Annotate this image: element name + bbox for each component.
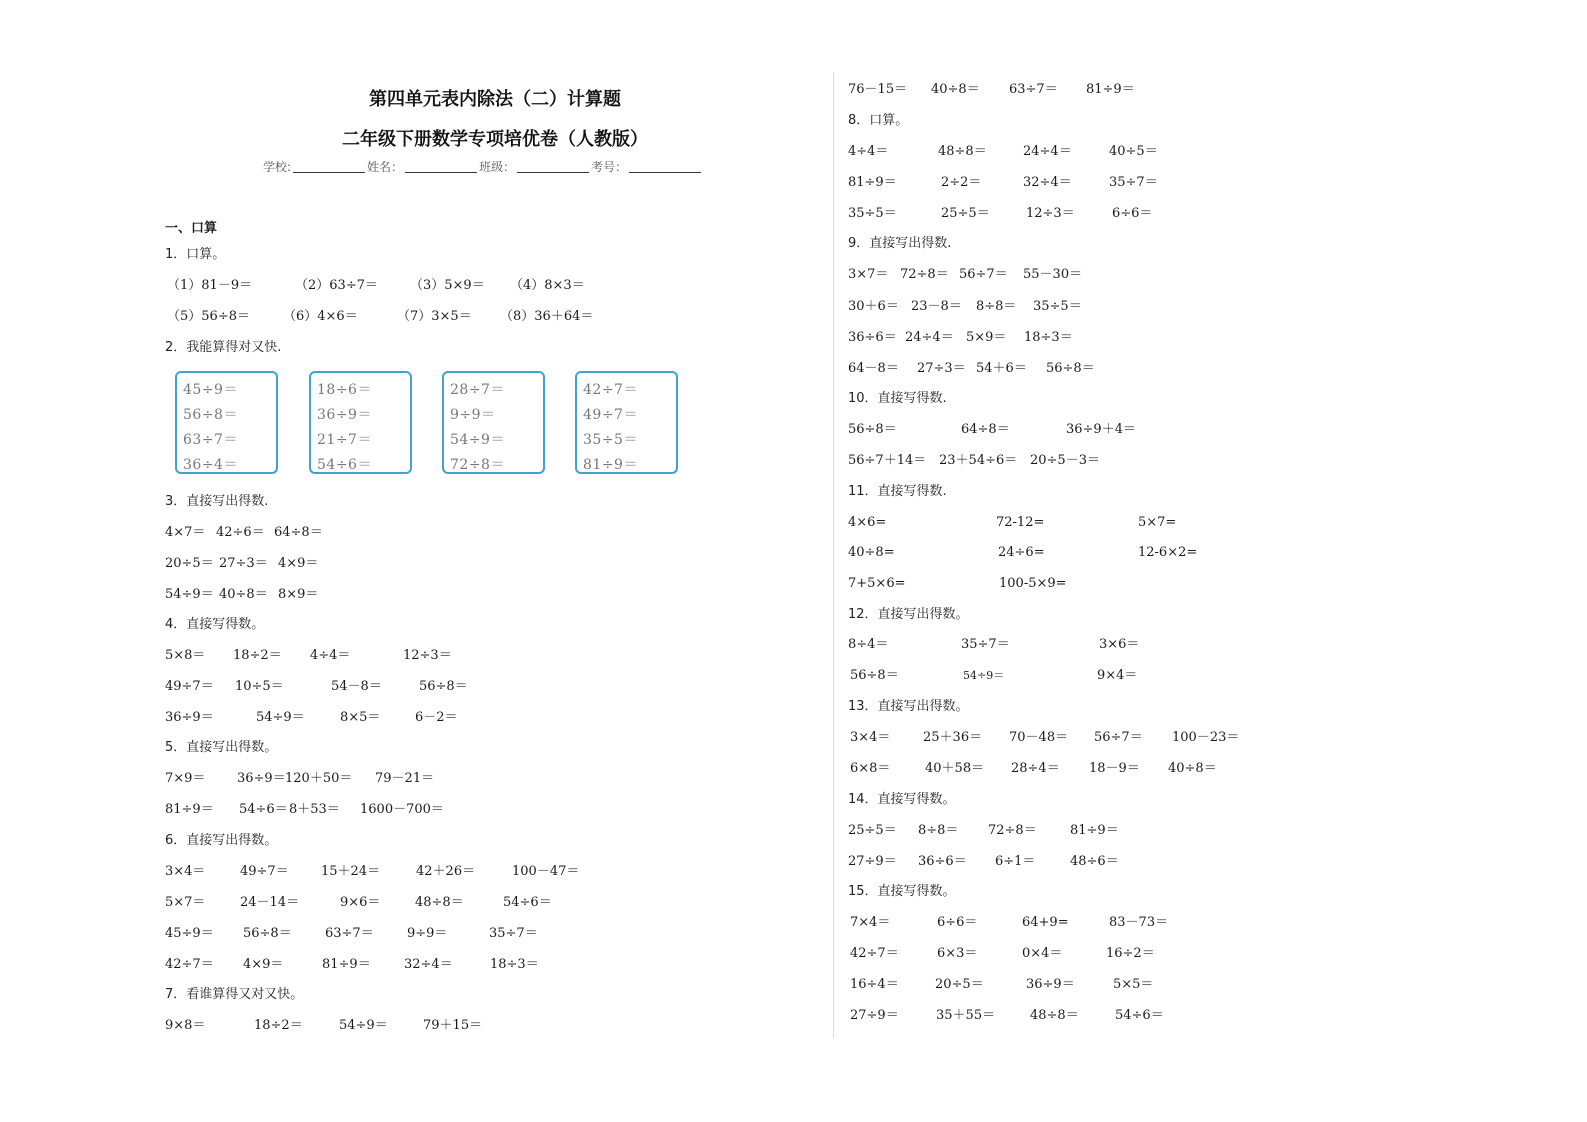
question-11-title: 11．直接写得数. <box>848 484 947 499</box>
problem: 72÷8＝ <box>900 267 949 282</box>
problem: 20÷5－3＝ <box>1030 453 1100 468</box>
problem: 5×7＝ <box>165 895 206 910</box>
problem: 36÷6＝ <box>918 854 967 869</box>
problem: 54÷9＝ <box>165 587 214 602</box>
problem: 18－9＝ <box>1089 761 1140 776</box>
problem: 20÷5＝ <box>935 977 984 992</box>
problem: 81÷9＝ <box>1070 823 1119 838</box>
problem: 54÷9＝ <box>963 669 1005 682</box>
problem: 7×4＝ <box>850 915 891 930</box>
question-8-title: 8．口算。 <box>848 113 909 128</box>
problem: 30＋6＝ <box>848 299 899 314</box>
problem: 54＋6＝ <box>976 361 1027 376</box>
problem: 2÷2＝ <box>941 175 982 190</box>
problem: 48÷8＝ <box>938 144 987 159</box>
problem: 35÷5＝ <box>1033 299 1082 314</box>
problem: 4×9＝ <box>243 957 284 972</box>
school-label: 学校: <box>263 160 292 174</box>
problem: 79－21＝ <box>375 771 435 786</box>
problem: 6÷1＝ <box>995 854 1036 869</box>
problem: 24÷4＝ <box>1023 144 1072 159</box>
problem: （5）56÷8＝ <box>167 309 250 324</box>
problem: 54÷9＝ <box>339 1018 388 1033</box>
problem: 8÷8＝ <box>976 299 1017 314</box>
problem: 56÷7＋14＝ <box>848 453 927 468</box>
problem: （3）5×9＝ <box>410 278 485 293</box>
problem: 54÷9＝ <box>450 432 505 448</box>
problem: 8÷8＝ <box>918 823 959 838</box>
problem: 12÷3＝ <box>403 648 452 663</box>
problem: 81÷9＝ <box>165 802 214 817</box>
problem: 72÷8＝ <box>988 823 1037 838</box>
problem: 56÷8＝ <box>850 668 899 683</box>
class-label: 班级： <box>479 160 516 174</box>
problem: 40＋58＝ <box>925 761 985 776</box>
problem: 63÷7＝ <box>1009 82 1058 97</box>
problem: 7+5×6= <box>848 576 906 591</box>
problem: 32÷4＝ <box>404 957 453 972</box>
problem: 79＋15＝ <box>423 1018 483 1033</box>
problem: 40÷8= <box>848 545 895 560</box>
section-heading: 一、口算 <box>165 221 218 236</box>
problem: 24÷6= <box>998 545 1045 560</box>
problem-box <box>309 371 412 474</box>
exam-number-blank[interactable] <box>629 160 701 173</box>
problem: 16÷4＝ <box>850 977 899 992</box>
problem: 35÷5＝ <box>583 432 638 448</box>
question-15-title: 15．直接写得数。 <box>848 884 956 899</box>
problem: 25÷5＝ <box>848 823 897 838</box>
left-column <box>165 0 815 1122</box>
problem: 100-5×9= <box>999 576 1067 591</box>
problem: 36÷9＝ <box>237 771 286 786</box>
problem: 18÷3＝ <box>1024 330 1073 345</box>
problem: 8×5＝ <box>340 710 381 725</box>
problem: 36÷9＝ <box>1026 977 1075 992</box>
problem: 35÷7＝ <box>961 637 1010 652</box>
problem: 83－73＝ <box>1109 915 1169 930</box>
problem: 21÷7＝ <box>317 432 372 448</box>
problem: 3×4＝ <box>165 864 206 879</box>
question-14-title: 14．直接写得数。 <box>848 792 956 807</box>
problem: 12÷3＝ <box>1026 206 1075 221</box>
question-2-title: 2．我能算得对又快. <box>165 340 282 355</box>
problem: 8÷4＝ <box>848 637 889 652</box>
problem: 81÷9＝ <box>322 957 371 972</box>
problem: 4×6= <box>848 515 887 530</box>
problem: 40÷8＝ <box>1168 761 1217 776</box>
problem: 49÷7＝ <box>165 679 214 694</box>
problem: 36÷6＝ <box>848 330 897 345</box>
question-12-title: 12．直接写出得数。 <box>848 607 969 622</box>
problem: 120＋50＝ <box>285 771 353 786</box>
problem: 16÷2＝ <box>1106 946 1155 961</box>
problem: 9×4＝ <box>1097 668 1138 683</box>
problem: 76－15＝ <box>848 82 908 97</box>
problem: 81÷9＝ <box>583 457 638 473</box>
problem: 27÷9＝ <box>848 854 897 869</box>
problem: 63÷7＝ <box>325 926 374 941</box>
problem: 9÷9＝ <box>407 926 448 941</box>
problem: 4×7＝ <box>165 525 206 540</box>
problem: 18÷3＝ <box>490 957 539 972</box>
problem: （1）81－9＝ <box>167 278 253 293</box>
problem: 64÷8＝ <box>961 422 1010 437</box>
problem: 28÷7＝ <box>450 382 505 398</box>
problem: 20÷5＝ <box>165 556 214 571</box>
problem: 48÷6＝ <box>1070 854 1119 869</box>
problem: （2）63÷7＝ <box>295 278 378 293</box>
problem: 100－47＝ <box>512 864 580 879</box>
problem: 18÷2＝ <box>254 1018 303 1033</box>
problem: 4÷4＝ <box>310 648 351 663</box>
worksheet-subtitle: 二年级下册数学专项培优卷（人教版） <box>342 129 648 150</box>
problem: 35÷5＝ <box>848 206 897 221</box>
problem: 8＋53＝ <box>289 802 340 817</box>
problem: 12-6×2= <box>1138 545 1198 560</box>
problem: 36÷9＝ <box>317 407 372 423</box>
problem: 64+9= <box>1022 915 1069 930</box>
problem: 63÷7＝ <box>183 432 238 448</box>
problem: 0×4＝ <box>1022 946 1063 961</box>
problem: 4÷4＝ <box>848 144 889 159</box>
problem: 6÷6＝ <box>1112 206 1153 221</box>
problem: 70－48＝ <box>1009 730 1069 745</box>
question-4-title: 4．直接写得数。 <box>165 617 265 632</box>
problem: 48÷8＝ <box>1030 1008 1079 1023</box>
problem: 9÷9＝ <box>450 407 496 423</box>
problem: 81÷9＝ <box>1086 82 1135 97</box>
problem: 5×5＝ <box>1113 977 1154 992</box>
problem: 25÷5＝ <box>941 206 990 221</box>
problem: 36÷4＝ <box>183 457 238 473</box>
problem: 5×9＝ <box>966 330 1007 345</box>
problem: 27÷3＝ <box>219 556 268 571</box>
problem: 40÷8＝ <box>931 82 980 97</box>
problem-box <box>175 371 278 474</box>
problem: 24÷4＝ <box>905 330 954 345</box>
problem: （4）8×3＝ <box>510 278 585 293</box>
problem: 5×8＝ <box>165 648 206 663</box>
problem: 45÷9＝ <box>165 926 214 941</box>
problem: 8×9＝ <box>278 587 319 602</box>
problem: 10÷5＝ <box>235 679 284 694</box>
question-10-title: 10．直接写得数. <box>848 391 947 406</box>
problem: 54÷6＝ <box>239 802 288 817</box>
question-1-title: 1．口算。 <box>165 247 226 262</box>
problem: 54－8＝ <box>331 679 382 694</box>
problem-box <box>442 371 545 474</box>
problem: 55－30＝ <box>1023 267 1083 282</box>
problem: （6）4×6＝ <box>283 309 358 324</box>
problem: 6×3＝ <box>937 946 978 961</box>
problem: 25＋36＝ <box>923 730 983 745</box>
question-7-title: 7．看谁算得又对又快。 <box>165 987 304 1002</box>
problem: 56÷7＝ <box>959 267 1008 282</box>
school-blank[interactable] <box>293 160 365 173</box>
problem: 72÷8＝ <box>450 457 505 473</box>
problem: 56÷8＝ <box>243 926 292 941</box>
problem: 18÷6＝ <box>317 382 372 398</box>
problem: 35÷7＝ <box>1109 175 1158 190</box>
problem: 27÷9＝ <box>850 1008 899 1023</box>
column-divider <box>833 72 834 1038</box>
problem: 45÷9＝ <box>183 382 238 398</box>
name-blank[interactable] <box>405 160 477 173</box>
problem: 72-12= <box>996 515 1045 530</box>
student-info-line <box>263 158 703 175</box>
problem: 6－2＝ <box>415 710 458 725</box>
problem: 28÷4＝ <box>1011 761 1060 776</box>
problem: 54÷6＝ <box>317 457 372 473</box>
question-9-title: 9．直接写出得数. <box>848 236 952 251</box>
question-6-title: 6．直接写出得数。 <box>165 833 278 848</box>
problem: 42÷7＝ <box>583 382 638 398</box>
problem: 54÷9＝ <box>256 710 305 725</box>
problem: 56÷8＝ <box>419 679 468 694</box>
problem: 64－8＝ <box>848 361 899 376</box>
problem: 3×4＝ <box>850 730 891 745</box>
problem: 56÷8＝ <box>1046 361 1095 376</box>
question-5-title: 5．直接写出得数。 <box>165 740 278 755</box>
problem: 24－14＝ <box>240 895 300 910</box>
problem: 42÷7＝ <box>850 946 899 961</box>
problem: 3×7＝ <box>848 267 889 282</box>
problem: 15＋24＝ <box>321 864 381 879</box>
problem: 36÷9＝ <box>165 710 214 725</box>
problem: 64÷8＝ <box>274 525 323 540</box>
problem: 40÷5＝ <box>1109 144 1158 159</box>
problem: 54÷6＝ <box>1115 1008 1164 1023</box>
problem: 9×6＝ <box>340 895 381 910</box>
problem: 49÷7＝ <box>240 864 289 879</box>
problem: 54÷6＝ <box>503 895 552 910</box>
problem: 36÷9＋4＝ <box>1066 422 1136 437</box>
problem: 5×7= <box>1138 515 1177 530</box>
problem: 7×9＝ <box>165 771 206 786</box>
problem: 4×9＝ <box>278 556 319 571</box>
problem: 6÷6＝ <box>937 915 978 930</box>
problem: 42÷7＝ <box>165 957 214 972</box>
problem: 27÷3＝ <box>917 361 966 376</box>
problem: 9×8＝ <box>165 1018 206 1033</box>
problem: 48÷8＝ <box>415 895 464 910</box>
problem: 56÷8＝ <box>848 422 897 437</box>
problem: 6×8＝ <box>850 761 891 776</box>
problem: 49÷7＝ <box>583 407 638 423</box>
question-13-title: 13．直接写出得数。 <box>848 699 969 714</box>
class-blank[interactable] <box>517 160 589 173</box>
question-3-title: 3．直接写出得数. <box>165 494 269 509</box>
problem: 100－23＝ <box>1172 730 1240 745</box>
problem: 35＋55＝ <box>936 1008 996 1023</box>
problem-box <box>575 371 678 474</box>
problem: 18÷2＝ <box>233 648 282 663</box>
problem: 35÷7＝ <box>489 926 538 941</box>
problem: 56÷8＝ <box>183 407 238 423</box>
problem: 3×6＝ <box>1099 637 1140 652</box>
right-column <box>848 0 1548 1122</box>
exam-number-label: 考号： <box>591 160 628 174</box>
problem: （7）3×5＝ <box>397 309 472 324</box>
problem: 32÷4＝ <box>1023 175 1072 190</box>
problem: 40÷8＝ <box>219 587 268 602</box>
problem: 23＋54÷6＝ <box>939 453 1018 468</box>
problem: （8）36＋64＝ <box>500 309 594 324</box>
problem: 81÷9＝ <box>848 175 897 190</box>
problem: 1600－700＝ <box>360 802 444 817</box>
problem: 23－8＝ <box>911 299 962 314</box>
problem: 42÷6＝ <box>216 525 265 540</box>
problem: 56÷7＝ <box>1094 730 1143 745</box>
problem: 42＋26＝ <box>416 864 476 879</box>
name-label: 姓名： <box>367 160 404 174</box>
worksheet-title: 第四单元表内除法（二）计算题 <box>369 89 621 110</box>
